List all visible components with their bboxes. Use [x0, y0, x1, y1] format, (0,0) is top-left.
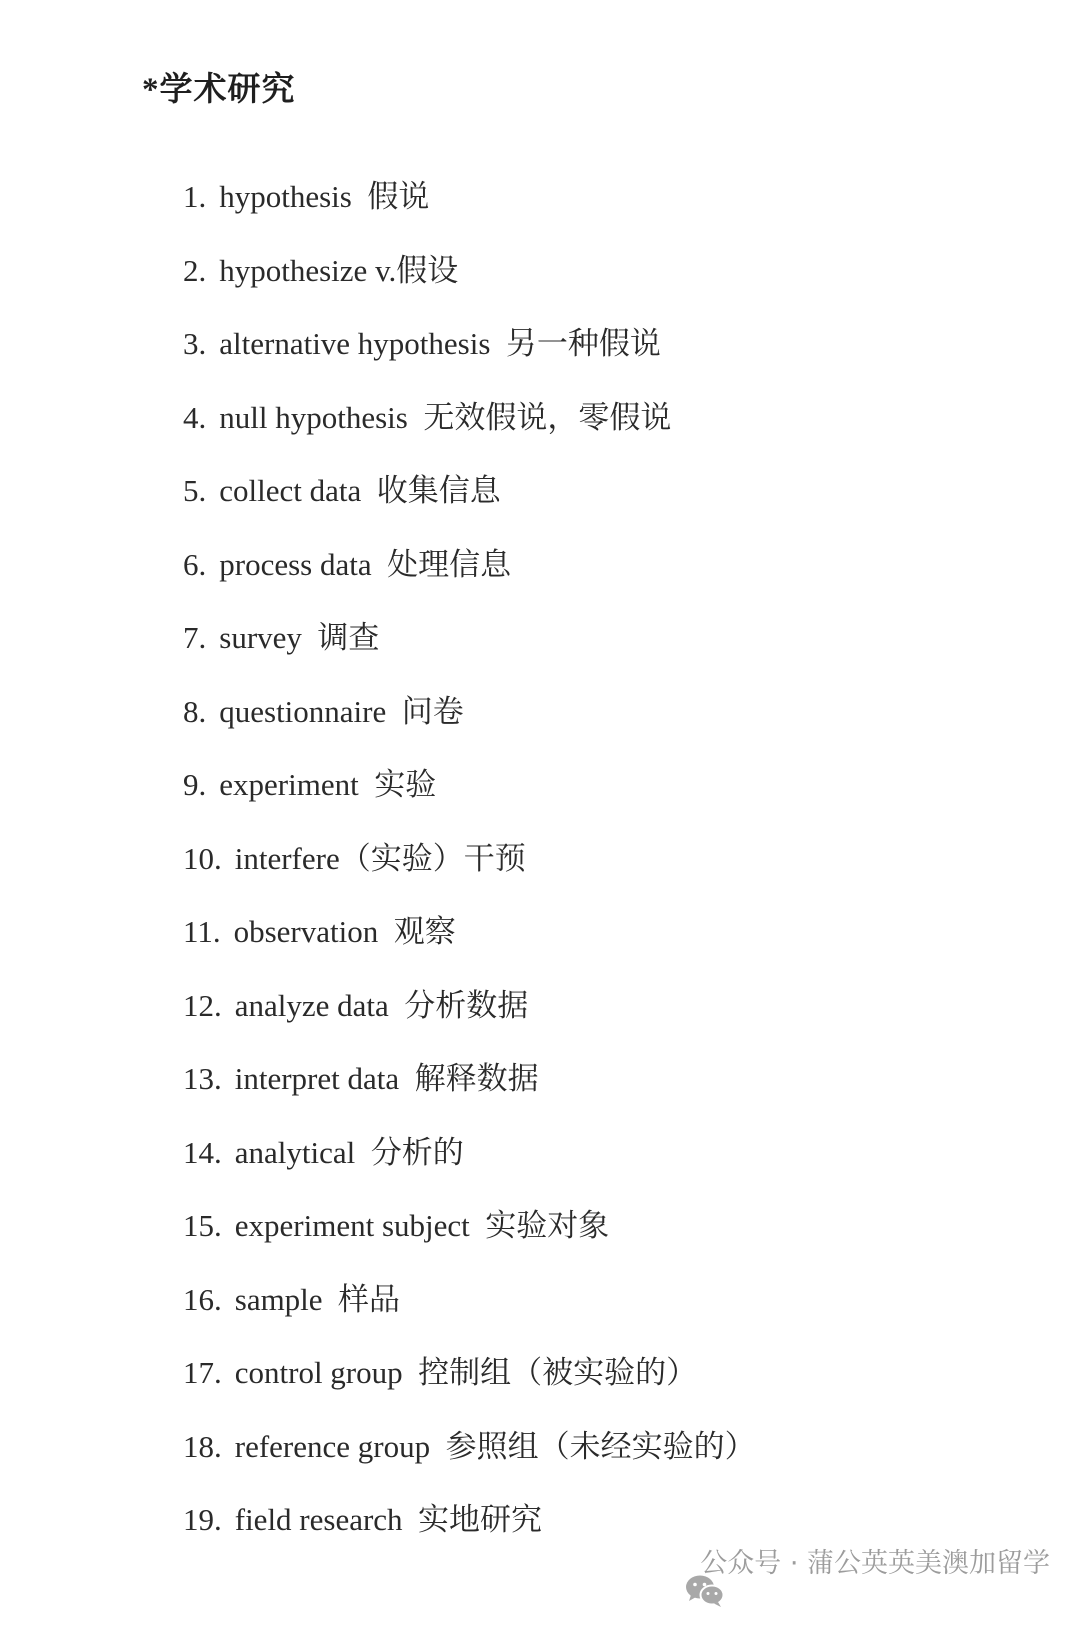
list-item — [183, 601, 756, 675]
item-number: 13. — [183, 1061, 222, 1096]
item-text: field research 实地研究 — [234, 1502, 543, 1537]
watermark-text: 公众号 · 蒲公英英美澳加留学 — [700, 1547, 1050, 1579]
item-number: 9. — [183, 767, 207, 802]
list-item — [183, 1189, 756, 1263]
item-number: 19. — [183, 1502, 222, 1537]
item-text: control group 控制组（被实验的） — [234, 1355, 698, 1390]
item-number: 4. — [183, 399, 207, 435]
list-item — [183, 528, 756, 602]
list-item — [183, 895, 756, 969]
item-number: 14. — [183, 1134, 222, 1170]
list-item — [183, 1116, 756, 1190]
list-item — [183, 381, 756, 455]
wechat-icon — [650, 1543, 690, 1577]
item-text: reference group 参照组（未经实验的） — [234, 1428, 756, 1464]
item-text: survey 调查 — [219, 620, 380, 655]
item-number: 2. — [183, 252, 207, 288]
item-number: 7. — [183, 620, 207, 655]
item-text: process data 处理信息 — [219, 546, 512, 582]
item-number: 17. — [183, 1355, 222, 1390]
list-item — [183, 234, 756, 308]
item-number: 18. — [183, 1428, 222, 1464]
watermark — [650, 1540, 1050, 1580]
list-item — [183, 160, 756, 234]
item-number: 15. — [183, 1208, 222, 1243]
item-text: observation 观察 — [233, 914, 456, 949]
list-item — [183, 822, 756, 896]
list-item — [183, 454, 756, 528]
list-item — [183, 748, 756, 822]
item-number: 11. — [183, 914, 221, 949]
list-item — [183, 1263, 756, 1337]
item-number: 16. — [183, 1281, 222, 1317]
list-item — [183, 1336, 756, 1410]
item-text: collect data 收集信息 — [219, 473, 501, 508]
list-item — [183, 1410, 756, 1484]
item-text: questionnaire 问卷 — [219, 693, 464, 729]
list-item — [183, 675, 756, 749]
item-text: analyze data 分析数据 — [234, 987, 529, 1023]
item-number: 8. — [183, 693, 207, 729]
item-text: interfere（实验）干预 — [234, 840, 526, 876]
vocabulary-list — [183, 160, 756, 1557]
item-text: experiment subject 实验对象 — [234, 1208, 610, 1243]
list-item — [183, 969, 756, 1043]
item-text: null hypothesis 无效假说，零假说 — [219, 399, 672, 435]
item-text: alternative hypothesis 另一种假说 — [219, 326, 661, 361]
item-number: 6. — [183, 546, 207, 582]
item-number: 5. — [183, 473, 207, 508]
list-item — [183, 307, 756, 381]
item-text: experiment 实验 — [219, 767, 437, 802]
item-text: hypothesize v.假设 — [219, 252, 459, 288]
item-number: 12. — [183, 987, 222, 1023]
item-text: sample 样品 — [234, 1281, 401, 1317]
page-title: *学术研究 — [142, 72, 296, 108]
list-item — [183, 1042, 756, 1116]
item-number: 1. — [183, 179, 207, 214]
item-text: hypothesis 假说 — [219, 179, 430, 214]
item-number: 3. — [183, 326, 207, 361]
item-number: 10. — [183, 840, 222, 876]
item-text: analytical 分析的 — [234, 1134, 464, 1170]
item-text: interpret data 解释数据 — [234, 1061, 539, 1096]
